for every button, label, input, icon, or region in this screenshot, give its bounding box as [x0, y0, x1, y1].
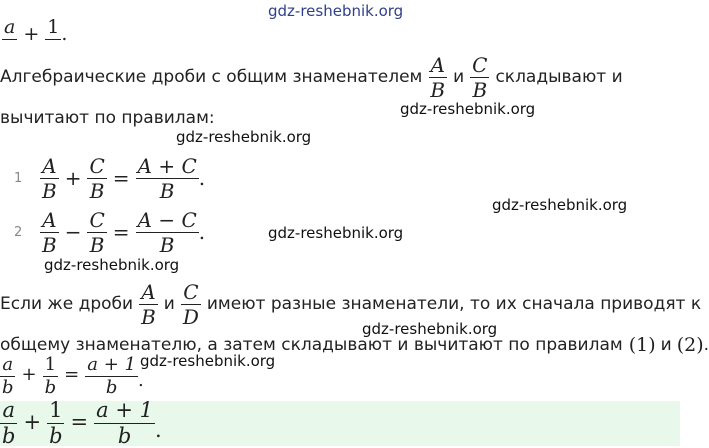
- rule-1: [14, 150, 205, 206]
- p1-text-before: Алгебраические дроби с общим знаменателем: [0, 67, 423, 87]
- p1-text-after: складывают и: [495, 67, 623, 87]
- p2-line2: общему знаменателю, а затем складывают и вычитают по правилам: [0, 335, 623, 355]
- rule-2-eq: =: [112, 220, 130, 244]
- p1-frac1-den: B: [430, 77, 446, 102]
- p2-text-after: имеют разные знаменатели, то их сначала приводят к: [206, 294, 702, 314]
- rule-1-op: +: [64, 166, 82, 190]
- p2-frac2-num: C: [183, 279, 199, 304]
- watermark-3: gdz-reshebnik.org: [492, 196, 628, 214]
- example-2-result-den: b: [117, 424, 132, 448]
- example-1-b2: b: [44, 377, 57, 398]
- example-1-end: .: [137, 370, 144, 391]
- p2-ref-1: (1): [628, 334, 656, 356]
- rule-2-end: .: [198, 220, 206, 244]
- p1-frac1-num: A: [430, 52, 445, 77]
- p2-frac2-den: D: [182, 304, 199, 329]
- example-2: [0, 400, 162, 446]
- p1-and: и: [453, 67, 465, 87]
- p2-frac1-den: B: [141, 304, 156, 329]
- watermark-top: gdz-reshebnik.org: [268, 2, 404, 20]
- example-1-result-den: b: [105, 377, 118, 398]
- rule-2-right-num: C: [89, 207, 105, 232]
- paragraph-1-line-2: вычитают по правилам:: [0, 108, 215, 128]
- paragraph-1-line-1: [0, 52, 623, 102]
- example-1-plus: +: [21, 364, 37, 385]
- example-2-eq: =: [70, 410, 89, 434]
- watermark-7: gdz-reshebnik.org: [140, 352, 276, 370]
- p2-ref-and: и: [660, 335, 672, 355]
- example-2-plus: +: [23, 410, 42, 434]
- watermark-4: gdz-reshebnik.org: [268, 224, 404, 242]
- rule-2-result-num: A − C: [137, 207, 197, 232]
- intro-num-a: a: [4, 16, 16, 38]
- example-1: [0, 356, 144, 400]
- p2-ref-end: .: [703, 335, 709, 355]
- p2-frac1-num: A: [141, 279, 156, 304]
- example-2-b: b: [2, 424, 16, 448]
- watermark-5: gdz-reshebnik.org: [44, 256, 180, 274]
- rule-2-left-num: A: [42, 207, 57, 232]
- rule-1-label: 1: [14, 170, 23, 186]
- paragraph-2-line-1: [0, 276, 701, 332]
- example-2-end: .: [154, 418, 162, 442]
- example-1-result-num: a + 1: [87, 354, 136, 375]
- example-1-b: b: [2, 377, 14, 398]
- example-1-a: a: [2, 354, 14, 375]
- intro-expression: a + 1 .: [4, 16, 68, 45]
- example-1-one: 1: [44, 354, 57, 375]
- rule-1-left-den: B: [42, 178, 57, 203]
- p2-ref-2: (2): [676, 334, 704, 356]
- p1-frac2-num: C: [472, 52, 488, 77]
- p2-and: и: [163, 294, 175, 314]
- rule-2-left-den: B: [42, 232, 57, 257]
- example-2-result-num: a + 1: [96, 398, 153, 422]
- example-2-a: a: [2, 398, 15, 422]
- rule-1-eq: =: [112, 166, 130, 190]
- paragraph-2-line-2: [0, 334, 709, 356]
- rule-2: [14, 204, 205, 260]
- example-2-one: 1: [49, 398, 63, 422]
- rule-1-end: .: [198, 166, 206, 190]
- watermark-1: gdz-reshebnik.org: [400, 100, 536, 118]
- rule-2-right-den: B: [89, 232, 105, 257]
- p2-text-before: Если же дроби: [0, 294, 134, 314]
- example-1-eq: =: [64, 364, 80, 385]
- rule-1-right-num: C: [89, 153, 105, 178]
- intro-plus: +: [23, 23, 40, 45]
- rule-1-left-num: A: [42, 153, 57, 178]
- rule-2-op: −: [64, 220, 82, 244]
- watermark-6: gdz-reshebnik.org: [362, 320, 498, 338]
- p1-frac2-den: B: [472, 77, 488, 102]
- watermark-2: gdz-reshebnik.org: [176, 128, 312, 146]
- example-2-b2: b: [49, 424, 63, 448]
- rule-2-result-den: B: [159, 232, 175, 257]
- rule-1-result-den: B: [159, 178, 175, 203]
- rule-1-right-den: B: [89, 178, 105, 203]
- rule-2-label: 2: [14, 224, 23, 240]
- rule-1-result-num: A + C: [137, 153, 197, 178]
- intro-num-1: 1: [47, 16, 60, 38]
